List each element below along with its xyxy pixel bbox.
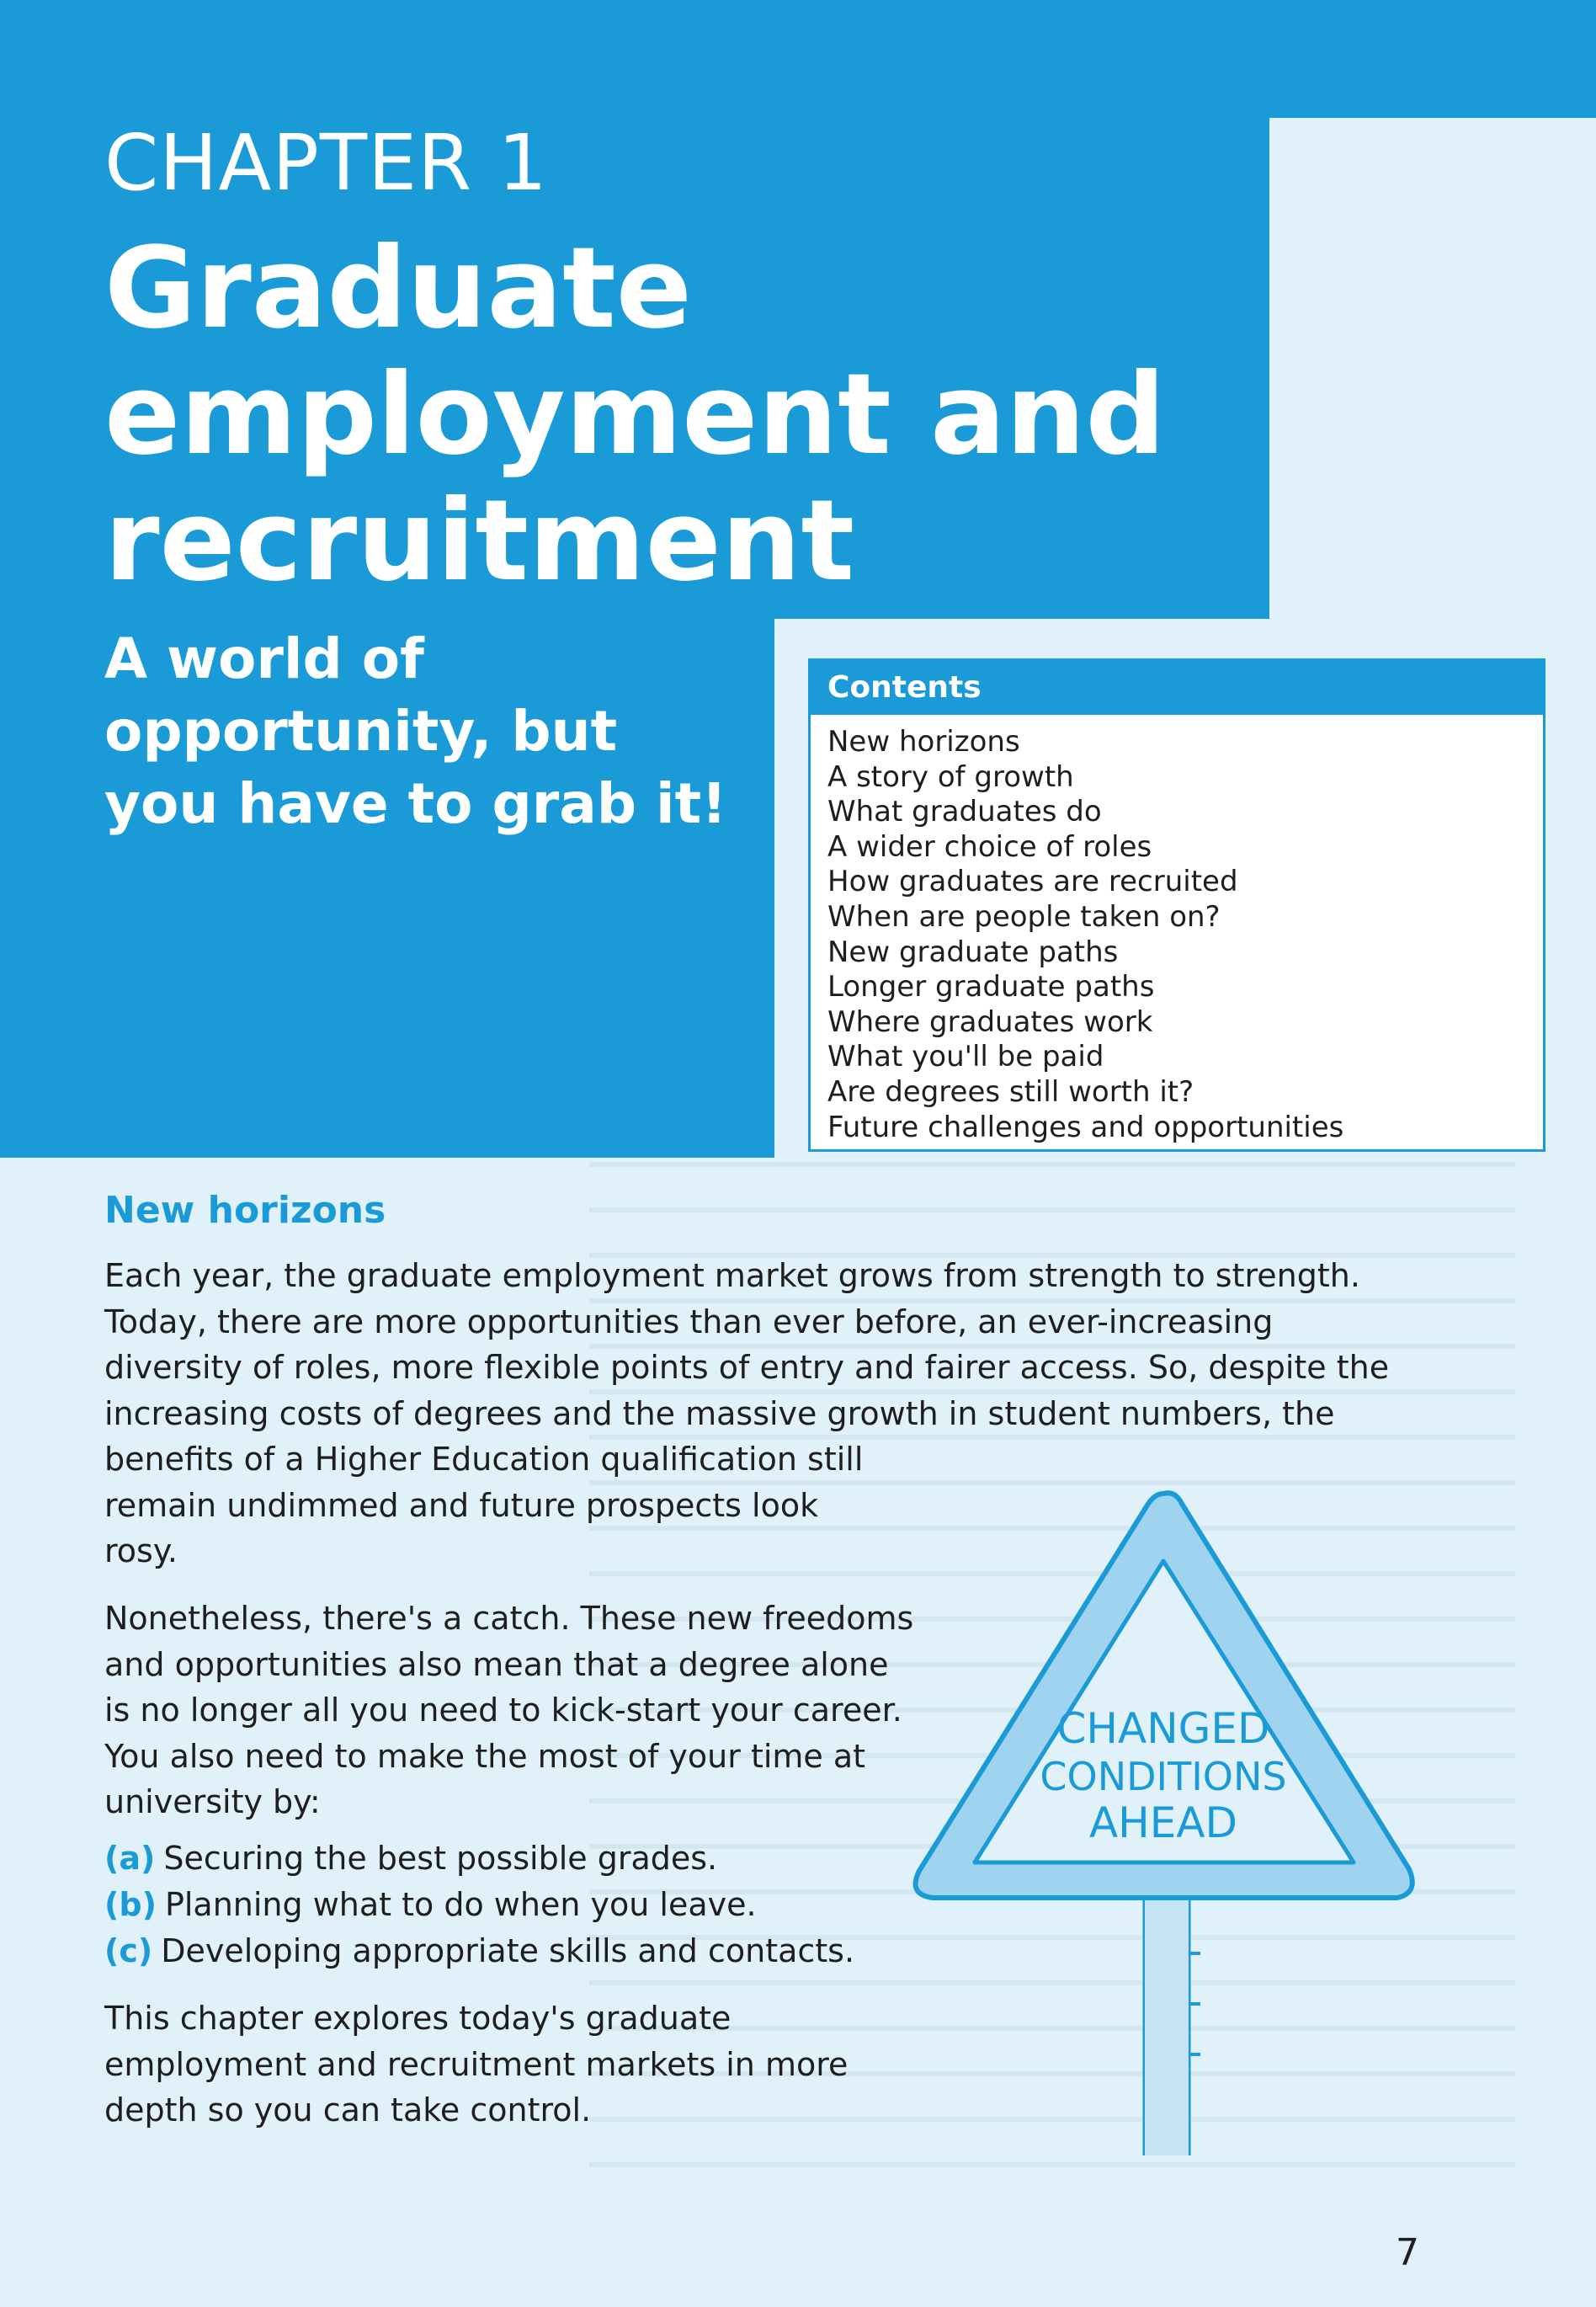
list-item-text: Developing appropriate skills and contacts. — [161, 1932, 855, 1969]
contents-heading: Contents — [811, 661, 1543, 715]
sign-text-line: CONDITIONS — [1040, 1754, 1287, 1799]
paragraph-line: remain undimmed and future prospects look — [104, 1486, 819, 1524]
contents-item: New graduate paths — [827, 935, 1119, 969]
list-marker: (b) — [104, 1886, 157, 1923]
paragraph-line: university by: — [104, 1783, 321, 1820]
body-paragraph — [104, 1596, 914, 1825]
contents-list — [811, 715, 1543, 1145]
paragraph-line: is no longer all you need to kick-start your career. — [104, 1692, 902, 1729]
paragraph-line: rosy. — [104, 1532, 178, 1569]
contents-item: New horizons — [827, 725, 1020, 759]
contents-item: A story of growth — [827, 759, 1074, 794]
tagline-line: A world of — [104, 626, 424, 691]
sign-text-line: AHEAD — [1088, 1798, 1238, 1847]
paragraph-line: Each year, the graduate employment market grows from strength to strength. — [104, 1257, 1360, 1294]
chapter-title-line: Graduate — [104, 224, 692, 354]
contents-item: Longer graduate paths — [827, 970, 1155, 1004]
paragraph-line: You also need to make the most of your time at — [104, 1737, 866, 1775]
contents-item: A wider choice of roles — [827, 829, 1152, 864]
contents-item: How graduates are recruited — [827, 865, 1238, 899]
chapter-title-line: recruitment — [104, 477, 855, 606]
contents-box — [808, 658, 1545, 1152]
section-heading: New horizons — [104, 1189, 386, 1232]
paragraph-line: depth so you can take control. — [104, 2091, 592, 2129]
list-item — [104, 1882, 854, 1928]
warning-sign-illustration — [892, 1482, 1431, 2172]
contents-item: Future challenges and opportunities — [827, 1110, 1344, 1144]
paragraph-line: benefits of a Higher Education qualification still — [104, 1441, 864, 1478]
list-item-text: Planning what to do when you leave. — [164, 1886, 757, 1923]
lettered-list — [104, 1835, 854, 1974]
contents-item: Are degrees still worth it? — [827, 1074, 1194, 1109]
paragraph-line: Today, there are more opportunities than ever before, an ever-increasing — [104, 1303, 1274, 1340]
list-marker: (c) — [104, 1932, 153, 1969]
chapter-label: CHAPTER 1 — [104, 118, 548, 208]
paragraph-line: and opportunities also mean that a degree alone — [104, 1645, 889, 1683]
body-paragraph — [104, 1995, 896, 2134]
paragraph-line: employment and recruitment markets in more — [104, 2045, 849, 2083]
paragraph-line: increasing costs of degrees and the massive growth in student numbers, the — [104, 1394, 1335, 1432]
paragraph-line: diversity of roles, more flexible points of entry and fairer access. So, despite the — [104, 1349, 1390, 1386]
chapter-title-line: employment and — [104, 350, 1166, 480]
contents-item: What graduates do — [827, 795, 1102, 829]
list-item-text: Securing the best possible grades. — [163, 1840, 718, 1877]
paragraph-line: This chapter explores today's graduate — [104, 2000, 732, 2037]
sign-text-line: CHANGED — [1056, 1704, 1270, 1753]
paragraph-line: Nonetheless, there's a catch. These new freedoms — [104, 1600, 914, 1637]
contents-item: What you'll be paid — [827, 1040, 1104, 1074]
list-item — [104, 1928, 854, 1974]
tagline-line: you have to grab it! — [104, 771, 727, 836]
tagline-line: opportunity, but — [104, 699, 618, 764]
contents-item: Where graduates work — [827, 1004, 1153, 1039]
chapter-tagline — [104, 623, 761, 840]
list-item — [104, 1835, 854, 1882]
contents-item: When are people taken on? — [827, 899, 1221, 934]
chapter-title — [104, 226, 1199, 605]
page-number: 7 — [1396, 2231, 1419, 2274]
list-marker: (a) — [104, 1840, 156, 1877]
